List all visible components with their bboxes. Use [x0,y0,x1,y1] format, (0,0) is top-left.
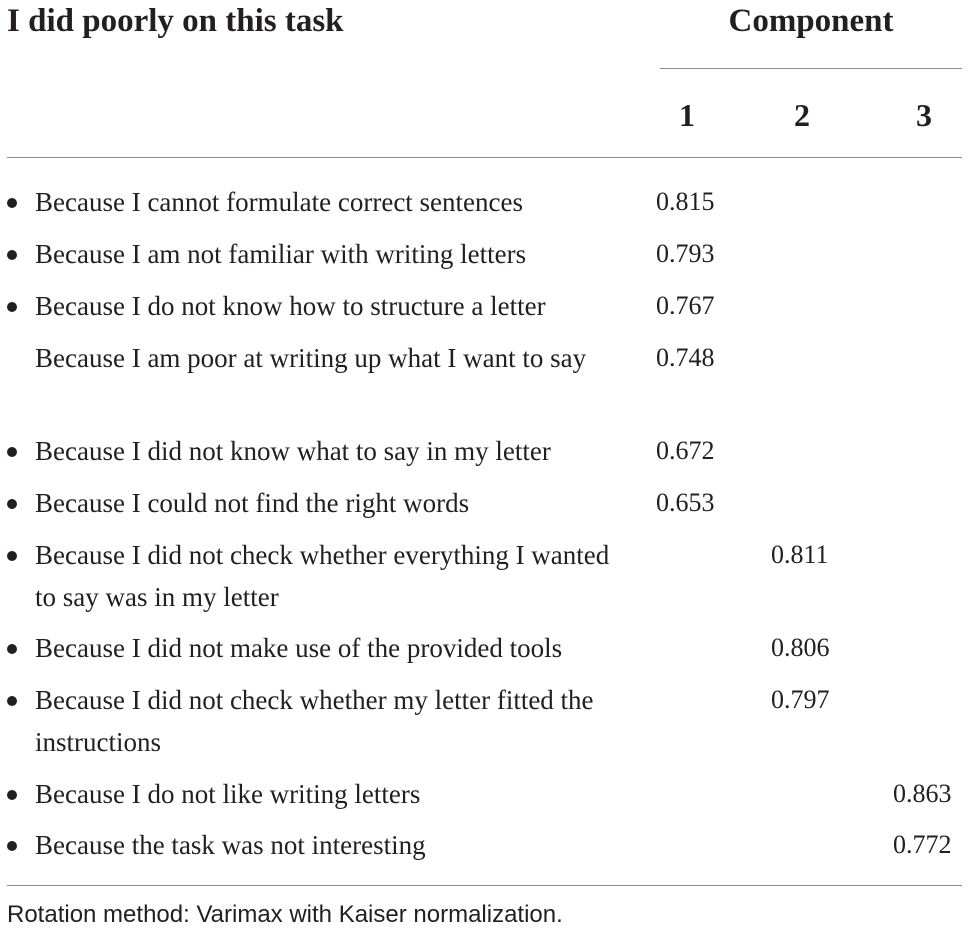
bullet-icon [7,198,17,208]
loading-value-component-3: 0.772 [893,830,952,859]
row-label: Because the task was not interesting [35,830,426,860]
row-label: Because I do not know how to structure a letter [35,291,546,321]
row-label: Because I do not like writing letters [35,779,421,809]
loading-value-component-1: 0.793 [656,239,715,268]
bullet-icon [7,302,17,312]
row-label: Because I cannot formulate correct sentences [35,187,524,217]
bullet-icon [7,551,17,561]
column-header-2: 2 [794,97,810,133]
bullet-icon [7,644,17,654]
bullet-icon [7,447,17,457]
component-header: Component [728,3,894,39]
row-label: Because I did not check whether everything I wanted to say was in my letter [35,540,610,612]
loading-value-component-1: 0.748 [656,343,715,372]
loading-value-component-2: 0.811 [771,540,829,569]
header-rule [7,157,962,158]
loading-value-component-1: 0.767 [656,291,715,320]
component-header-rule [660,68,962,69]
loading-value-component-2: 0.806 [771,633,830,662]
row-label: Because I did not check whether my letter fitted the instructions [35,685,594,757]
table-footnote: Rotation method: Varimax with Kaiser normalization. [7,901,563,928]
row-label: Because I did not know what to say in my letter [35,436,551,466]
bullet-icon [7,790,17,800]
bullet-icon [7,250,17,260]
loading-value-component-2: 0.797 [771,685,830,714]
loading-value-component-1: 0.672 [656,436,715,465]
column-header-3: 3 [916,97,932,133]
bullet-icon [7,499,17,509]
loading-value-component-3: 0.863 [893,779,952,808]
loading-value-component-1: 0.815 [656,187,715,216]
row-label: Because I am poor at writing up what I want to say [35,343,587,373]
column-header-1: 1 [679,97,695,133]
row-label: Because I did not make use of the provided tools [35,633,563,663]
bullet-icon [7,841,17,851]
stub-header: I did poorly on this task [7,3,344,39]
row-label: Because I could not find the right words [35,488,470,518]
footer-rule [7,885,962,886]
bullet-icon [7,696,17,706]
loading-value-component-1: 0.653 [656,488,715,517]
row-label: Because I am not familiar with writing letters [35,239,527,269]
